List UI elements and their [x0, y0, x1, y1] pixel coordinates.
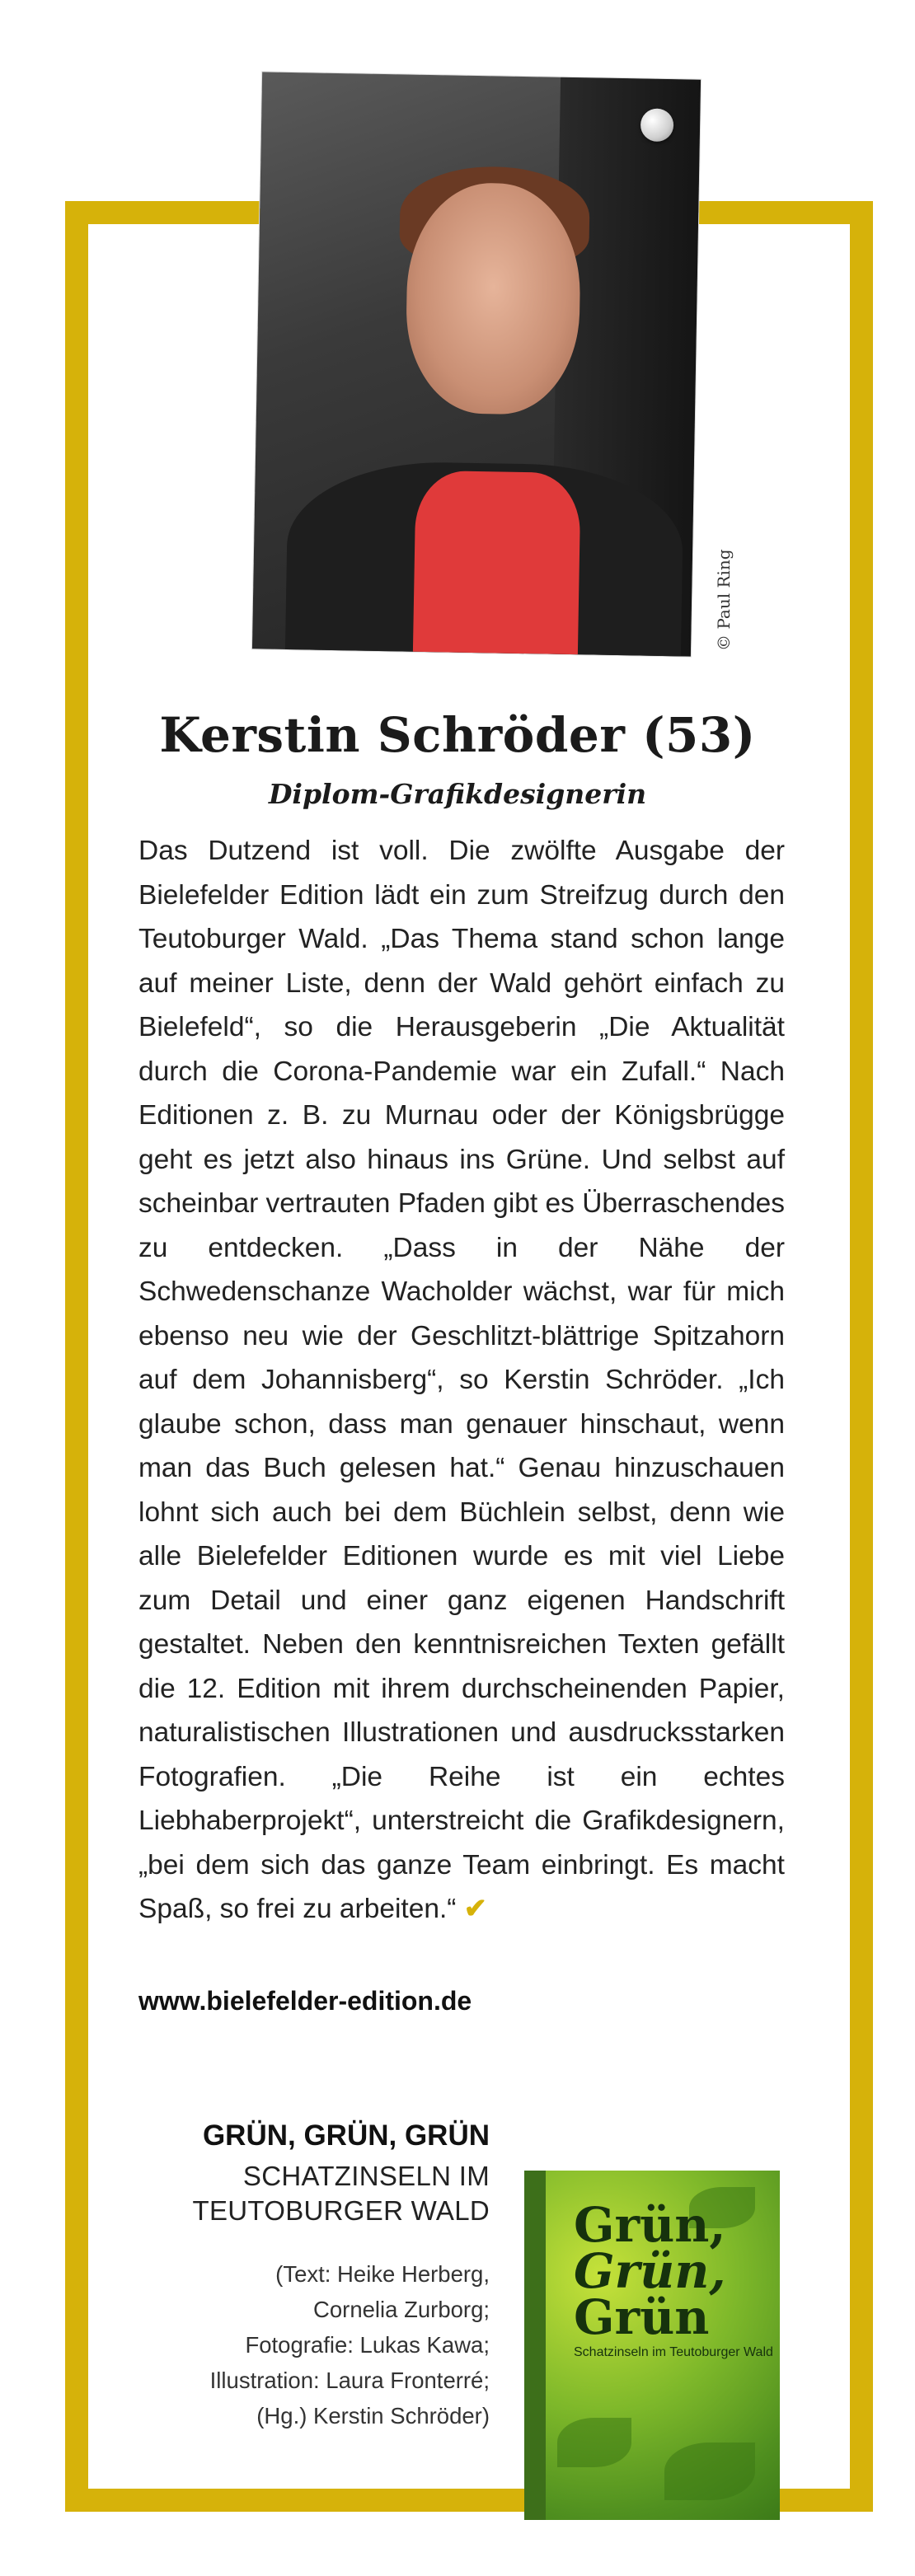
portrait-photo	[252, 72, 701, 656]
book-subtitle-line: TEUTOBURGER WALD	[192, 2195, 490, 2226]
credit-line: (Text: Heike Herberg,	[275, 2261, 490, 2287]
cover-title-line: Grün,	[574, 2243, 726, 2299]
photo-credit-text: © Paul Ring	[714, 549, 734, 651]
leaf-shape	[557, 2418, 631, 2467]
shirt-shape	[413, 471, 581, 657]
credit-line: Fotografie: Lukas Kawa;	[245, 2332, 490, 2358]
book-title: GRÜN, GRÜN, GRÜN	[202, 2119, 490, 2152]
article-body	[138, 829, 785, 1932]
cover-subtitle: Schatzinseln im Teutoburger Wald	[574, 2345, 773, 2359]
credit-line: Cornelia Zurborg;	[313, 2297, 490, 2322]
book-credits	[61, 2256, 490, 2433]
cover-title-line: Grün,	[574, 2197, 726, 2253]
photo-credit	[699, 527, 734, 651]
credit-line: Illustration: Laura Fronterré;	[209, 2368, 490, 2393]
website-link[interactable]: www.bielefelder-edition.de	[138, 1986, 472, 2016]
book-subtitle-line: SCHATZINSELN IM	[242, 2161, 490, 2191]
leaf-shape	[664, 2443, 755, 2500]
person-role: Diplom-Grafikdesignerin	[268, 778, 647, 810]
article-text: Das Dutzend ist voll. Die zwölfte Ausgabe der Bielefelder Edition lädt ein zum Streifzug durch den Teutoburger Wald. „Das Thema stand schon lange auf meiner Liste, denn der Wald gehört einfach zu Bielefeld“, so die Herausgeberin „Die Aktualität durch die Corona-Pandemie war ein Zufall.“ Nach Editionen z. B. zu Murnau oder der Königsbrügge geht es jetzt also hinaus ins Grüne. Und selbst auf scheinbar vertrauten Pfaden gibt es Überraschendes zu entdecken. „Dass in der Nähe der Schwedenschanze Wacholder wächst, war für mich ebenso neu wie der Geschlitzt-blättrige Spitzahorn auf dem Johannisberg“, so Kerstin Schröder. „Ich glaube schon, dass man genauer hinschaut, wenn man das Buch gelesen hat.“ Genau hinzuschauen lohnt sich auch bei dem Büchlein selbst, denn wie alle Bielefelder Editionen wurde es mit viel Liebe zum Detail und einer ganz eigenen Handschrift gestaltet. Neben den kenntnisreichen Texten gefällt die 12. Edition mit ihrem durchscheinenden Papier, naturalistischen Illustrationen und ausdrucksstarken Fotografien. „Die Reihe ist ein echtes Liebhaberprojekt“, unterstreicht die Grafikdesignern, „bei dem sich das ganze Team einbringt. Es macht Spaß, so frei zu arbeiten.“	[138, 836, 785, 1924]
person-name: Kerstin Schröder (53)	[159, 707, 756, 763]
checkmark-icon: ✔	[463, 1894, 487, 1924]
credit-line: (Hg.) Kerstin Schröder)	[256, 2403, 490, 2428]
face-shape	[405, 182, 582, 416]
cover-title-line: Grün	[574, 2289, 710, 2345]
book-cover	[524, 2171, 780, 2520]
book-spine	[524, 2171, 546, 2520]
book-subtitle	[77, 2159, 490, 2228]
